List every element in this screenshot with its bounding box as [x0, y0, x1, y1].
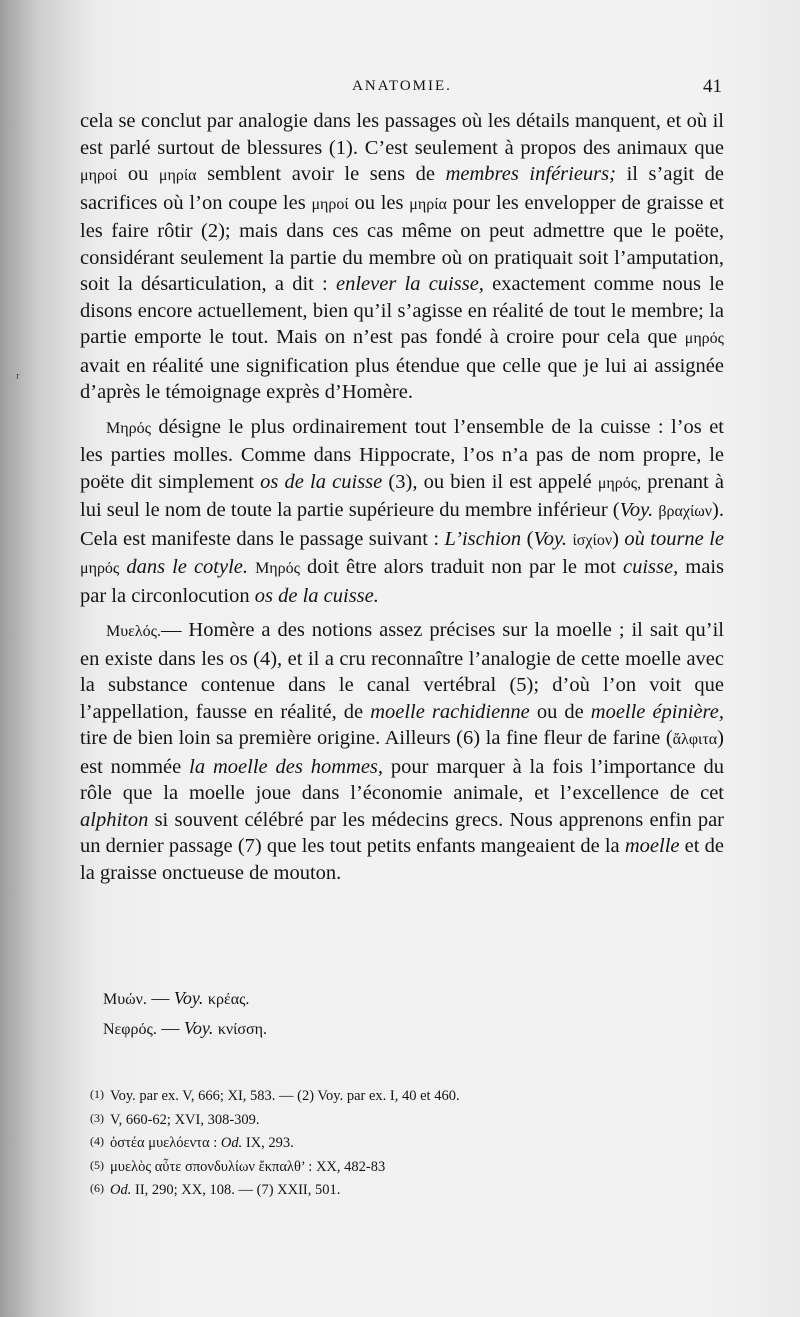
dash: — [156, 1018, 184, 1038]
entry-nephros [103, 1014, 267, 1044]
paragraph-muelos [80, 617, 724, 886]
italic-phrase: membres inférieurs; [445, 163, 616, 185]
footnote-number: (4) [90, 1134, 104, 1148]
body-text [80, 108, 724, 886]
italic-phrase: Voy. [533, 527, 568, 550]
italic-phrase: L’ischion [444, 527, 522, 550]
footnote-text: IX, 293. [242, 1135, 294, 1151]
text-run: — Homère a des notions assez précises sur la moelle ; il sait qu’il en existe dans les os (4), et il a cru reconnaître l’analogie de cette moelle avec la substance contenue dans le canal vertébral (5); d’où l’on voit que l’appellation, fausse en réalité, de [80, 619, 724, 723]
text-run: ). Cela est manifeste dans le passage suivant : [80, 499, 724, 550]
greek-headword: Νεφρός. [103, 1021, 157, 1038]
running-title: ANATOMIE. [352, 78, 452, 94]
text-run: pour les envelopper de graisse et les faire rôtir (2); mais dans ces cas même on peut admettre que le poëte, considérant seulement la partie du membre où on pratiquait soit l’amputation, soit la désarticulation, a dit : [80, 191, 724, 295]
paragraph-meros-usage [80, 108, 724, 406]
voy-label: Voy. [173, 988, 204, 1008]
page-number: 41 [703, 76, 722, 97]
footnote [90, 1131, 460, 1155]
footnote-greek: ὀστέα μυελόεντα : [110, 1135, 221, 1151]
greek-term: Μηρός [255, 560, 300, 577]
greek-term: μηρία [409, 195, 447, 213]
footnote [90, 1084, 460, 1108]
greek-term: βραχίων [658, 503, 713, 520]
text-run: ou de [529, 700, 591, 723]
text-run: ) [612, 527, 625, 550]
greek-term: κρέας. [207, 991, 250, 1008]
dash: — [146, 988, 174, 1008]
italic-phrase: où tourne le [624, 527, 725, 550]
footnote [90, 1108, 460, 1132]
text-run: ou les [348, 191, 410, 214]
italic-phrase: moelle épinière, [590, 700, 724, 723]
text-run: tire de bien loin sa première origine. Ailleurs (6) la fine fleur de farine ( [80, 727, 673, 749]
text-run: pour marquer à la fois l’importance du rôle que la moelle joue dans l’économie animale, et l’excellence de cet [80, 755, 724, 804]
entry-muon [103, 984, 267, 1014]
text-run: ou [117, 163, 159, 185]
greek-term: κνίσση. [217, 1021, 268, 1038]
footnote-number: (3) [90, 1110, 104, 1125]
greek-term: μηρός [80, 560, 120, 577]
footnote-number: (1) [90, 1087, 104, 1101]
greek-term: μηρός, [597, 474, 642, 492]
text-run: il s’agit de sacrifices où l’on coupe les [80, 163, 725, 214]
text-run: semblent avoir le sens de [196, 163, 446, 185]
text-run: mais par la circonlocution [80, 556, 725, 607]
text-run: et de la graisse onctueuse de mouton. [80, 835, 724, 884]
footnote-number: (6) [90, 1181, 104, 1195]
greek-term: ἰσχίον [572, 531, 613, 549]
footnote-italic: Od. [220, 1135, 243, 1151]
greek-term: μηροί [311, 195, 349, 213]
voy-label: Voy. [183, 1018, 214, 1038]
footnote-text: V, 660-62; XVI, 308-309. [110, 1111, 260, 1128]
footnote-text: Voy. par ex. V, 666; XI, 583. — (2) Voy. par ex. I, 40 et 460. [110, 1088, 460, 1104]
greek-term: μηροί [80, 167, 118, 184]
italic-phrase: dans le cotyle. [126, 556, 249, 578]
text-run: désigne le plus ordinairement tout l’ensemble de la cuisse : l’os et les parties molles. Comme dans Hippocrate, l’os n’a pas de nom propre, le poëte dit simplement [80, 415, 724, 493]
italic-phrase: moelle rachidienne [370, 700, 530, 723]
footnote-text: II, 290; XX, 108. — (7) XXII, 501. [131, 1182, 341, 1198]
greek-term: ἄλφιτα [672, 731, 718, 748]
page-header [82, 76, 722, 102]
footnote-number: (5) [90, 1157, 104, 1172]
text-run: prenant à lui seul le nom de toute la partie supérieure du membre inférieur ( [80, 470, 724, 521]
italic-phrase: cuisse, [623, 556, 679, 578]
paragraph-meros [80, 414, 724, 610]
cross-reference-entries [103, 984, 267, 1044]
greek-headword: Μυών. [103, 991, 147, 1008]
italic-phrase: os de la cuisse. [254, 584, 379, 607]
margin-mark: ʳ [16, 370, 20, 387]
italic-phrase: alphiton [80, 808, 149, 831]
text-run: ( [521, 527, 534, 550]
text-run: ) est nommée [80, 727, 724, 778]
italic-phrase: la moelle des hommes, [189, 755, 384, 778]
footnote-italic: Od. [110, 1182, 132, 1198]
footnotes [90, 1084, 460, 1202]
greek-term: μηρία [158, 167, 197, 184]
greek-term: μηρός [684, 330, 724, 347]
text-run: si souvent célébré par les médecins grecs. Nous apprenons enfin par un dernier passage (7) que les tout petits enfants mangeaient de la [80, 808, 724, 857]
italic-phrase: os de la cuisse [260, 470, 383, 493]
text-run: exactement comme nous le disons encore actuellement, bien qu’il s’agisse en réalité de tout le membre; la partie emporte le tout. Mais on n’est pas fondé à croire pour cela que [80, 273, 724, 348]
footnote-text: μυελὸς αὖτε σπονδυλίων ἔκπαλθ’ : XX, 482-83 [110, 1158, 386, 1175]
italic-phrase: enlever la cuisse, [335, 273, 484, 295]
text-run: (3), ou bien il est appelé [382, 470, 598, 493]
greek-headword: Μηρός [106, 419, 151, 437]
italic-phrase: Voy. [619, 499, 654, 521]
text-run: cela se conclut par analogie dans les passages où les détails manquent, et où il est parlé surtout de blessures (1). C’est seulement à propos des animaux que [80, 110, 724, 159]
footnote [90, 1155, 460, 1179]
greek-headword: Μυελός. [106, 623, 161, 640]
text-run: avait en réalité une signification plus étendue que celle que je lui ai assignée d’après le témoignage exprès d’Homère. [80, 354, 724, 403]
footnote [90, 1178, 460, 1202]
text-run: doit être alors traduit non par le mot [300, 556, 624, 578]
italic-phrase: moelle [624, 835, 680, 857]
